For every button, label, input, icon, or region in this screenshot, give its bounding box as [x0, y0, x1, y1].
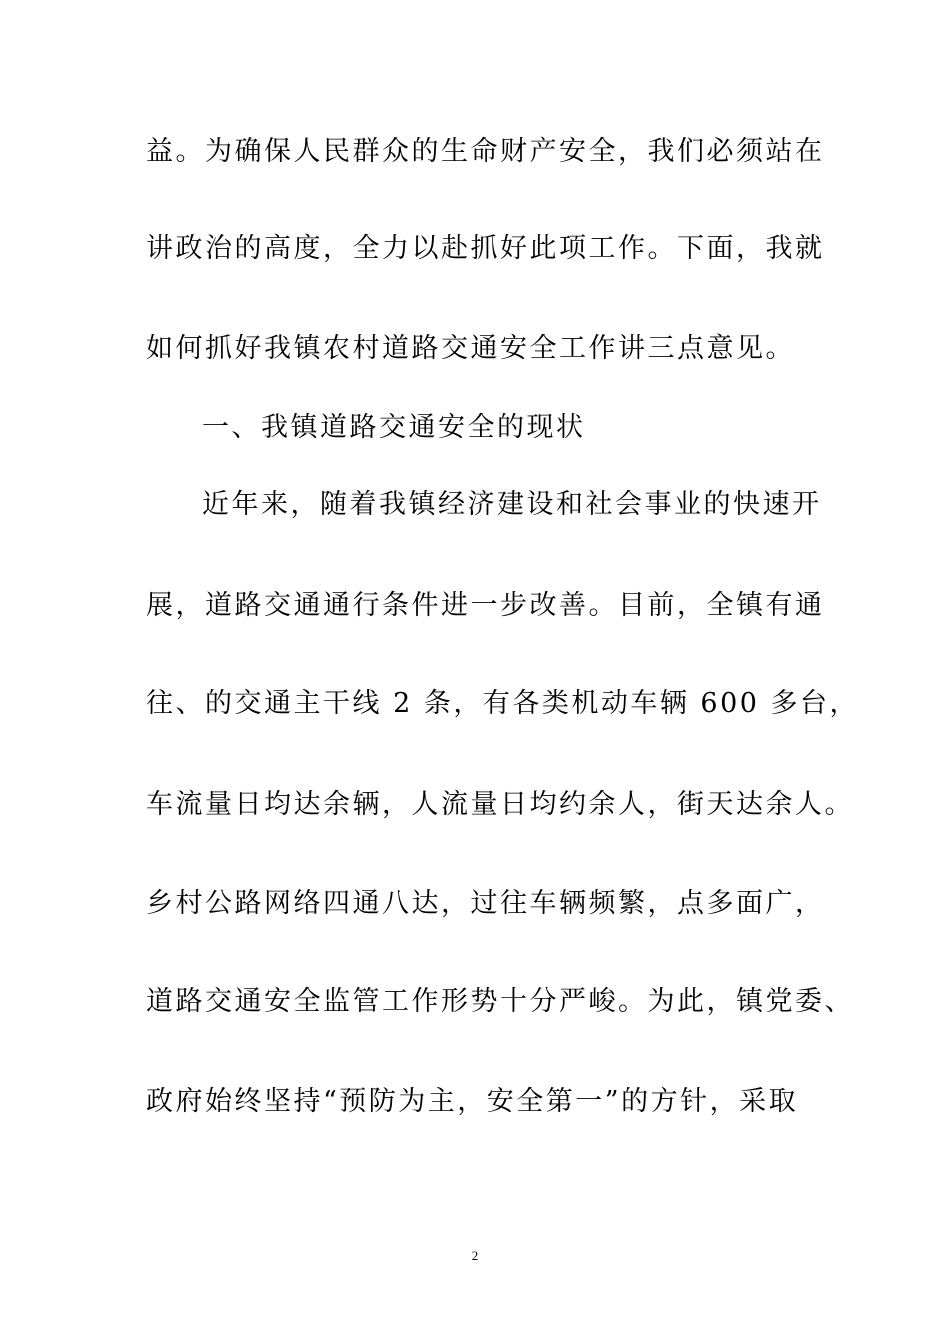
paragraph-line: 展，道路交通通行条件进一步改善。目前，全镇有通 — [146, 590, 825, 621]
paragraph-line: 益。为确保人民群众的生命财产安全，我们必须站在 — [146, 136, 825, 167]
page-number: 2 — [471, 1248, 479, 1263]
paragraph-line: 道路交通安全监管工作形势十分严峻。为此，镇党委、 — [146, 986, 854, 1017]
paragraph-line: 如何抓好我镇农村道路交通安全工作讲三点意见。 — [146, 333, 795, 364]
section-heading: 一、我镇道路交通安全的现状 — [202, 412, 586, 443]
paragraph-line: 讲政治的高度，全力以赴抓好此项工作。下面，我就 — [146, 233, 825, 264]
paragraph-line: 政府始终坚持“预防为主，安全第一”的方针，采取 — [146, 1086, 799, 1117]
paragraph-line: 近年来，随着我镇经济建设和社会事业的快速开 — [202, 489, 822, 520]
paragraph-line: 往、的交通主干线 2 条，有各类机动车辆 600 多台， — [146, 688, 860, 719]
paragraph-line: 车流量日均达余辆，人流量日均约余人，街天达余人。 — [146, 789, 854, 820]
paragraph-line: 乡村公路网络四通八达，过往车辆频繁，点多面广， — [146, 888, 825, 919]
